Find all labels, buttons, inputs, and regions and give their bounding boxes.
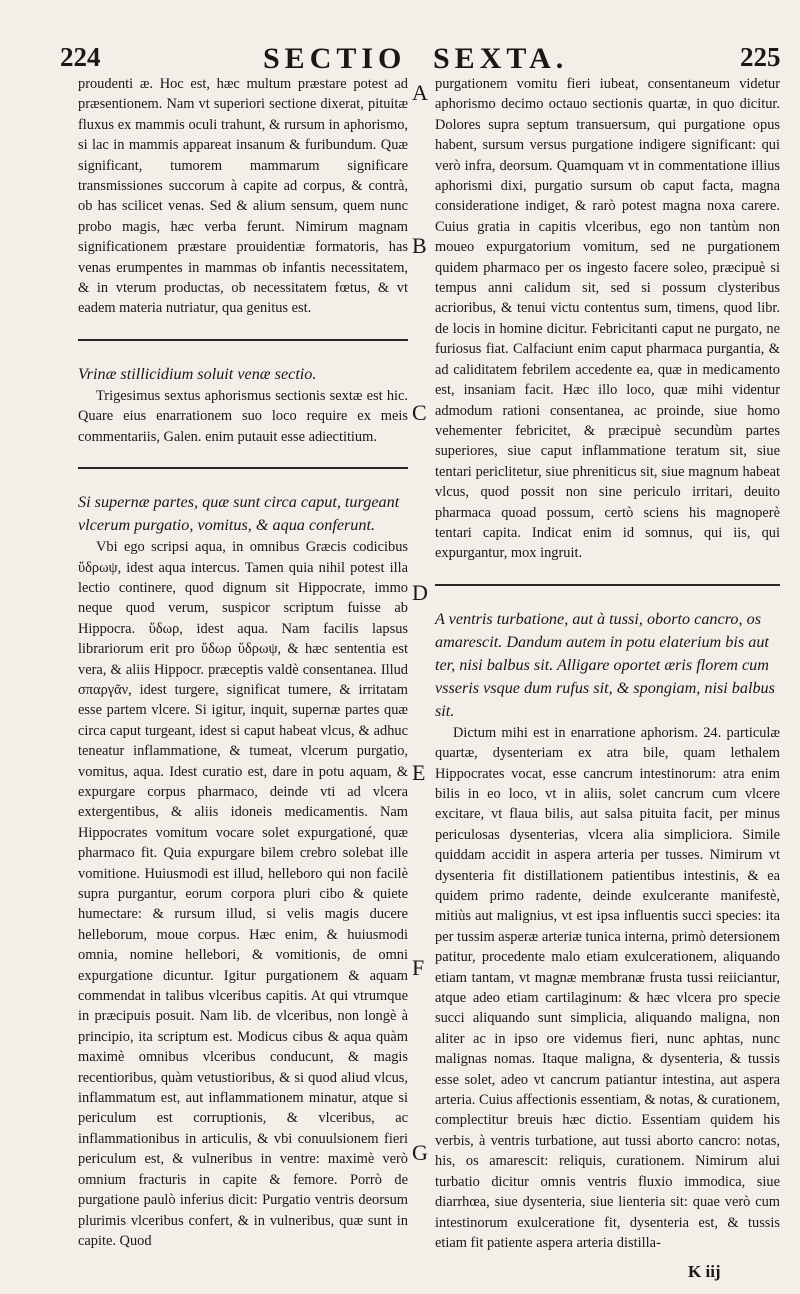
margin-letter-a: A bbox=[412, 80, 428, 105]
margin-letter-c: C bbox=[412, 400, 427, 425]
right-paragraph-1: purgationem vomitu fieri iubeat, consentaneum videtur aphorismo decimo octauo sectionis quartæ, in quo dicitur. Dolores supra septum transuersum, qui purgatione opus habent, sursum versus purgatione indigere significant: qui verò infra, deorsum. Quamquam vt in commentatione illius aphorismi dixi, purgatio sursum ob caput facta, magna consideratione indiget, & rarò potest magna noxa carere. Cuius gratia in capitis vlceribus, ego non tantùm non moueo expurgatorium vomitum, sed ne purgationem quidem pharmaco per os ingesto facere soleo, præcipuè si tempus anni calidum sit, sed si possum clysteribus acrioribus, & tenui victu contentus sum, timens, quod libr. de locis in homine dicitur. Febricitanti caput ne purgato, ne furiosus fiat. Calfaciunt enim caput pharmaca purgantia, & ad caliditatem febrilem accedente ea, quæ in medicamento est, insaniam facit. Hæc illo loco, quæ mihi videntur admodum rationi consentanea, ac proinde, siue homo vehementer febricitet, & præcipuè secundùm partes superiores, siue caput inflammatione teratum sit, siue tentari periclitetur, siue phreniticus sit, siue magnum habeat vlcus, quod possit non sine periculo irritari, deuito pharmaca quoad possum, certò sciens his magnoperè tentari capita. Indicat enim id somnus, qui iis, qui expurgantur, mox ingruit. bbox=[435, 76, 780, 562]
signature-mark: K iij bbox=[688, 1262, 721, 1281]
aphorism-heading-3: A ventris turbatione, aut à tussi, oborto cancro, os amarescit. Dandum autem in potu elaterium bis aut ter, nisi balbus sit. Alligare oportet æris florem cum vsseris vsque dum rufus sit, & spongiam, nisi balbus sit. bbox=[435, 609, 775, 720]
running-header bbox=[0, 0, 800, 75]
section-divider bbox=[78, 467, 408, 469]
running-title-word-1: SECTIO bbox=[263, 42, 407, 75]
left-paragraph-3: Vbi ego scripsi aqua, in omnibus Græcis codicibus ὕδρωψ, idest aqua intercus. Tamen quia nihil potest illa lectio continere, quod dignum sit Hippocrate, immo neque quod verum, suspicor scriptum fuisse ab Hippocra. ὕδωρ, idest aqua. Nam facilis lapsus librariorum erit pro ὕδωρ ὕδρωψ, & hæc sententia est vera, & aliis Hippocr. præceptis valdè consentanea. Illud σπαργᾶν, idest turgere, significat tumere, & irritatam esse partem vlcere. Si igitur, inquit, supernæ partes quæ circa caput turgeant, idest si caput habeat vlcus, & adhuc teneatur inflammatione, & tumeat, vlcerum purgatio, vomitus, aqua. Idest curatio est, dare in potu aquam, & expurgare corpus pharmaco, deinde vti ad vlcera extergentibus, & aliis idoneis medicamentis. Nam Hippocrates vomitum vocare solet expurgationé, quæ pharmaco fit. Quia expurgare bilem crebro solebat ille vomitione. Huiusmodi est illud, helleboro qui non facilè supra purgantur, eorum corpora pluri cibo & quiete humectare: & rursum illud, si velis magis ducere helleborum, moue corpus. Hæc enim, & huiusmodi omnia, nomine hellebori, & vomitionis, de omni expurgatione dicuntur. Igitur purgationem & aquam commendat in talibus vlceribus capitis. At qui vtrumque in præcipuis posuit. Nam lib. de vlceribus, non longè à principio, ita scriptum est. Modicus cibus & aqua quàm maximè omnibus vlceribus conducunt, & magis recentioribus, quàm vetustioribus, & si quod aliud vlcus, inflammatum est, aut inflammationem minatur, atque si periculum est corruptionis, & vlceribus, ac inflammationibus in articulis, & vbi conuulsionem fieri periculum est, & vulneribus in ventre: maximè verò omnium fracturis in capite & femore. Porrò de purgatione paulò inferius dicit: Purgatio ventris deorsum plurimis vlceribus confert, & in vulneribus, quæ sunt in capite. Quod bbox=[78, 539, 408, 1249]
left-paragraph-2: Trigesimus sextus aphorismus sectionis sextæ est hic. Quare eius enarrationem suo loco require ex meis commentariis, Galen. enim putauit esse adiectitium. bbox=[78, 387, 408, 445]
margin-letter-f: F bbox=[412, 955, 425, 980]
margin-letter-b: B bbox=[412, 233, 427, 258]
margin-letter-d: D bbox=[412, 580, 428, 605]
left-paragraph-1: proudenti æ. Hoc est, hæc multum præstare potest ad præsentionem. Nam vt superiori sectione dixerat, pituitæ fluxus ex mammis oculi trahunt, & rursum in aphorismo, si lac in mammis appareat insanum & furibundum. Quæ significant, tumorem mammarum significare transmissiones succorum à capite ad corpus, & contrà, ob has scilicet venas. Sed & alium sensum, quem nunc probo magis, hæc verba ferunt. Nimirum magnam significationem præstare prouidentiæ formatoris, has venas erumpentes in mammas ob infantis necessitatem, & in vterum productas, ob necessitatem fœtus, & vt eadem materia nutriatur, qua genitus est. bbox=[78, 76, 408, 317]
margin-letter-e: E bbox=[412, 760, 426, 785]
aphorism-heading-1: Vrinæ stillicidium soluit venæ sectio. bbox=[78, 364, 317, 383]
right-column bbox=[435, 74, 780, 1253]
section-divider bbox=[78, 339, 408, 341]
margin-letter-g: G bbox=[412, 1140, 428, 1165]
right-paragraph-2: Dictum mihi est in enarratione aphorism. 24. particulæ quartæ, dysenteriam ex atra bile, quam lethalem Hippocrates vocat, esse cancrum intestinorum: atra enim bilis in eo loco, vt in aliis, solet cancrum cum vlcere excitare, vt flaua bilis, aut salsa pituita facit, per minus periculosas dysenterias, vlcera alia simpliciora. Simile quiddam accidit in aspera arteria per tusses. Nimirum vt dysenteria fit distillationem patientibus intestinis, & ea quidem primo radente, deinde exulcerante manifestè, mitiùs aut malignius, vt est ipsa influentis succi species: ita per tussim asperæ arteriæ tunica interna, primò detersionem patitur, procedente malo etiam exulcerationem, aliquando etiam tantam, vt magnæ membranæ frusta tussi reiiciantur, atque adeo etiam cartilaginum: & hæc vlcera pro specie succi aliquando sunt simplicia, aliquando maligna, non aliter ac in ipso ore videmus fieri, nunc aphtas, nunc malignas nomas. Itaque maligna, & dysenteria, & tussis esse solet, adeo vt cancrum patiantur intestina, aut aspera arteria. Cuius affectionis essentiam, & notas, & curationem, complectitur breuis hæc dictio. Essentiam quidem his verbis, à ventris turbatione, aut tussi aborto cancro: notas, his, os amarescit: reliquis, curationem. Nimirum alui turbatio dicitur omnis ventris fluxio immodica, siue diarrhœa, siue dysenteria, siue lienteria sit: quae verò cum intestinorum exulceratione fit, dysenteria est, & tussis etiam fit patiente aspera arteria distilla- bbox=[435, 724, 780, 1251]
aphorism-heading-2: Si supernæ partes, quæ sunt circa caput, turgeant vlcerum purgatio, vomitus, & aqua conferunt. bbox=[78, 493, 400, 535]
running-title-word-2: SEXTA. bbox=[433, 42, 569, 75]
left-column bbox=[78, 74, 408, 1251]
page-number-right: 225 bbox=[740, 42, 781, 72]
page-number-left: 224 bbox=[60, 42, 101, 72]
section-divider bbox=[435, 584, 780, 586]
